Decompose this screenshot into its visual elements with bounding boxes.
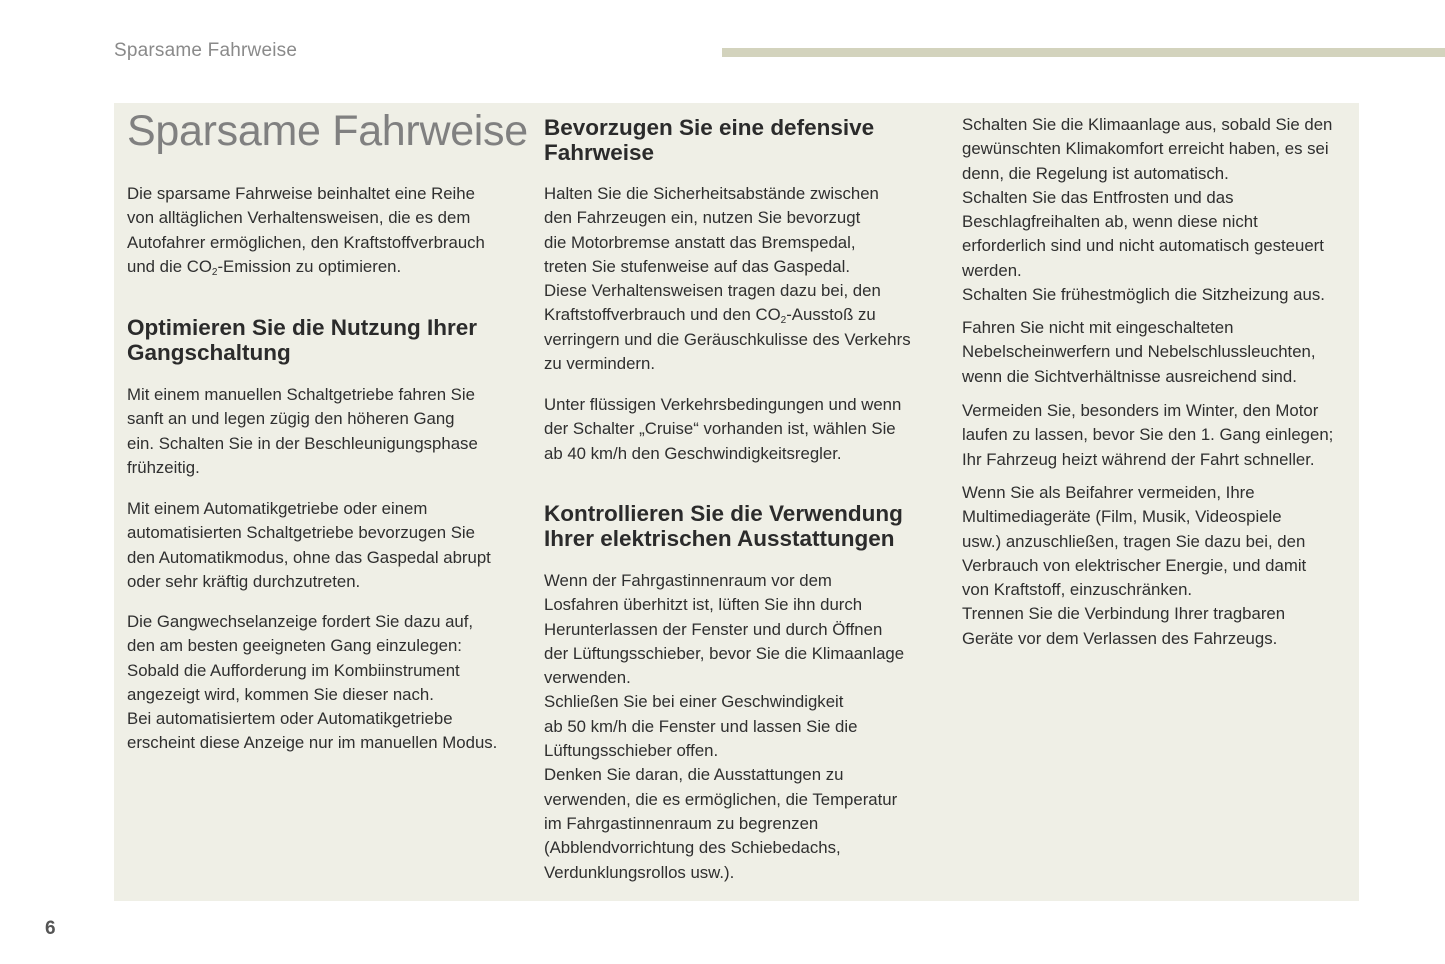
intro-paragraph: Die sparsame Fahrweise beinhaltet eine Reihe von alltäglichen Verhaltensweisen, die es dem Autofahrer ermöglichen, den Kraftstoffverbrauch und die $CO_2$-Emission zu optimieren.: [127, 184, 485, 278]
section-header-title: Sparsame Fahrweise: [114, 40, 298, 61]
paragraph-cruise-control: Unter flüssigen Verkehrsbedingungen und wenn der Schalter „Cruise“ vorhanden ist, wählen Sie ab 40 km/h den Geschwindigkeitsregler.: [544, 395, 902, 463]
page-number: 6: [45, 918, 56, 939]
paragraph-gear-indicator: Die Gangwechselanzeige fordert Sie dazu auf, den am besten geeigneten Gang einzulegen: Sobald die Aufforderung im Kombiinstrument angezeigt wird, kommen Sie dieser nach. Bei automatisiertem oder Automatikgetriebe erscheint diese Anzeige nur im manuellen Modus.: [127, 612, 498, 753]
paragraph-manual-gearbox: Mit einem manuellen Schaltgetriebe fahren Sie sanft an und legen zügig den höheren Gang ein. Schalten Sie in der Beschleunigungsphase frühzeitig.: [127, 385, 478, 477]
header-rule: [722, 48, 1445, 57]
paragraph-ventilation: Wenn der Fahrgastinnenraum vor dem Losfahren überhitzt ist, lüften Sie ihn durch Herunterlassen der Fenster und durch Öffnen der Lüftungsschieber, bevor Sie die Klimaanlage verwenden. Schließen Sie bei einer Geschwindigkeit ab 50 km/h die Fenster und lassen Sie die Lüftungsschieber offen. Denken Sie daran, die Ausstattungen zu verwenden, die es ermöglichen, die Temperatur im Fahrgastinnenraum zu begrenzen (Abblendvorrichtung des Schiebedachs, Verdunklungsrollos usw.).: [544, 571, 905, 882]
paragraph-engine-idle: Vermeiden Sie, besonders im Winter, den Motor laufen zu lassen, bevor Sie den 1. Gang einlegen; Ihr Fahrzeug heizt während der Fahrt schneller.: [962, 401, 1334, 469]
heading-gear-shift: Optimieren Sie die Nutzung Ihrer Gangschaltung: [127, 315, 478, 365]
paragraph-safety-distance: Halten Sie die Sicherheitsabstände zwischen den Fahrzeugen ein, nutzen Sie bevorzugt die Motorbremse anstatt das Bremspedal, treten Sie stufenweise auf das Gaspedal. Diese Verhaltensweisen tragen dazu bei, den Kraftstoffverbrauch und den $CO_2$-Ausstoß zu verringern und die Geräuschkulisse des Verkehrs zu vermindern.: [544, 184, 911, 374]
paragraph-multimedia: Wenn Sie als Beifahrer vermeiden, Ihre Multimediageräte (Film, Musik, Videospiele usw.) anzuschließen, tragen Sie dazu bei, den Verbrauch von elektrischer Energie, und damit von Kraftstoff, einzuschränken. Trennen Sie die Verbindung Ihrer tragbaren Geräte vor dem Verlassen des Fahrzeugs.: [962, 483, 1307, 648]
heading-electrical-equipment: Kontrollieren Sie die Verwendung Ihrer elektrischen Ausstattungen: [544, 501, 903, 551]
paragraph-air-conditioning: Schalten Sie die Klimaanlage aus, sobald Sie den gewünschten Klimakomfort erreicht haben, es sei denn, die Regelung ist automatisch. Schalten Sie das Entfrosten und das Beschlagfreihalten ab, wenn diese nicht erforderlich sind und nicht automatisch gesteuert werden. Schalten Sie frühestmöglich die Sitzheizung aus.: [962, 115, 1333, 305]
heading-defensive-driving: Bevorzugen Sie eine defensive Fahrweise: [544, 115, 875, 165]
content-panel: [114, 103, 1359, 901]
page-title: Sparsame Fahrweise: [127, 107, 528, 155]
paragraph-automatic-gearbox: Mit einem Automatikgetriebe oder einem automatisierten Schaltgetriebe bevorzugen Sie den Automatikmodus, ohne das Gaspedal abrupt oder sehr kräftig durchzutreten.: [127, 499, 491, 591]
paragraph-fog-lights: Fahren Sie nicht mit eingeschalteten Nebelscheinwerfern und Nebelschlussleuchten, wenn die Sichtverhältnisse ausreichend sind.: [962, 318, 1316, 386]
